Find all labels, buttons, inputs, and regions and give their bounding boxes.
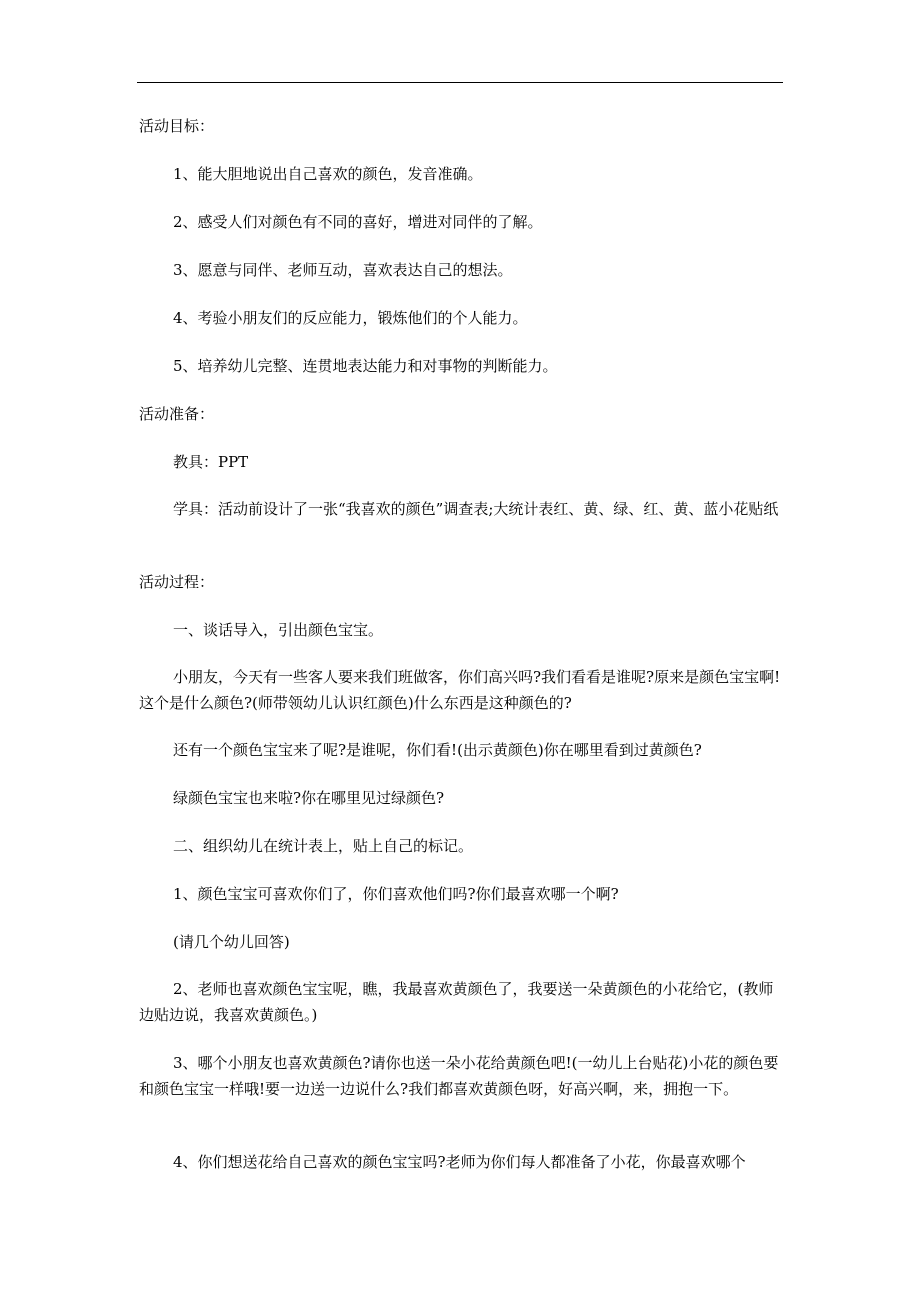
goal-item-4: 4、考验小朋友们的反应能力，锻炼他们的个人能力。: [173, 309, 528, 327]
section-two-title: 二、组织幼儿在统计表上，贴上自己的标记。: [173, 837, 474, 855]
process-step-3: 3、哪个小朋友也喜欢黄颜色?请你也送一朵小花给黄颜色吧!(一幼儿上台贴花)小花的颜色要和颜色宝宝一样哦!要一边送一边说什么?我们都喜欢黄颜色呀，好高兴啊，来，拥抱一下。: [139, 1054, 779, 1098]
process-paragraph-yellow: 还有一个颜色宝宝来了呢?是谁呢，你们看!(出示黄颜色)你在哪里看到过黄颜色?: [173, 741, 702, 759]
learning-aids: 学具：活动前设计了一张“我喜欢的颜色”调查表;大统计表红、黄、绿、红、黄、蓝小花贴纸: [173, 500, 779, 518]
heading-activity-preparation: 活动准备：: [139, 405, 215, 423]
goal-item-5: 5、培养幼儿完整、连贯地表达能力和对事物的判断能力。: [173, 357, 558, 375]
goal-item-1: 1、能大胆地说出自己喜欢的颜色，发音准确。: [173, 165, 483, 183]
process-paragraph-intro: 小朋友，今天有一些客人要来我们班做客，你们高兴吗?我们看看是谁呢?原来是颜色宝宝啊!这个是什么颜色?(师带领幼儿认识红颜色)什么东西是这种颜色的?: [139, 668, 781, 712]
teaching-aids: 教具：PPT: [173, 453, 249, 471]
header-rule: [137, 82, 783, 83]
heading-activity-goals: 活动目标：: [139, 117, 215, 135]
process-step-1-note: (请几个幼儿回答): [173, 933, 290, 951]
process-step-4: 4、你们想送花给自己喜欢的颜色宝宝吗?老师为你们每人都准备了小花，你最喜欢哪个: [173, 1153, 746, 1171]
process-paragraph-green: 绿颜色宝宝也来啦?你在哪里见过绿颜色?: [173, 789, 445, 807]
process-step-1: 1、颜色宝宝可喜欢你们了，你们喜欢他们吗?你们最喜欢哪一个啊?: [173, 885, 619, 903]
goal-item-2: 2、感受人们对颜色有不同的喜好，增进对同伴的了解。: [173, 213, 543, 231]
heading-activity-process: 活动过程：: [139, 573, 215, 591]
goal-item-3: 3、愿意与同伴、老师互动，喜欢表达自己的想法。: [173, 261, 513, 279]
section-one-title: 一、谈话导入，引出颜色宝宝。: [173, 621, 384, 639]
process-step-2: 2、老师也喜欢颜色宝宝呢，瞧，我最喜欢黄颜色了，我要送一朵黄颜色的小花给它，(教师边贴边说，我喜欢黄颜色。): [139, 980, 774, 1024]
